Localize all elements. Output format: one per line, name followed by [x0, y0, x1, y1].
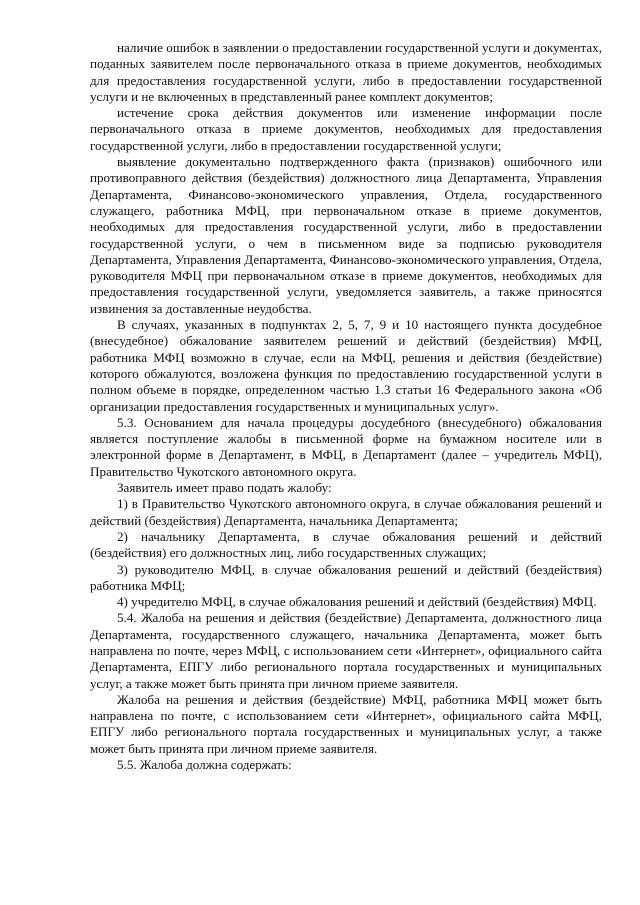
document-page	[90, 40, 602, 773]
paragraph-errors-in-application: наличие ошибок в заявлении о предоставлении государственной услуги и документах, поданных заявителем после первоначального отказа в приеме документов, необходимых для предоставления государственной услуги, либо в предоставлении государственной услуги и не включенных в представленный ранее комплект документов;	[90, 40, 602, 104]
list-item-3-mfc-head: 3) руководителю МФЦ, в случае обжалования решений и действий (бездействия) работника МФЦ;	[90, 561, 602, 593]
paragraph-5-3-grounds: 5.3. Основанием для начала процедуры досудебного (внесудебного) обжалования является поступление жалобы в письменной форме на бумажном носителе или в электронной форме в Департамент, в МФЦ, в Департамент (далее – учредитель МФЦ), Правительство Чукотского автономного округа.	[90, 414, 602, 479]
list-item-4-mfc-founder: 4) учредителю МФЦ, в случае обжалования решений и действий (бездействия) МФЦ.	[117, 594, 597, 610]
paragraph-document-expiry: истечение срока действия документов или изменение информации после первоначального отказа в приеме документов, необходимых для предоставления государственной услуги, либо в предоставлении государственной услуги;	[90, 105, 602, 153]
paragraph-mfc-complaint-submission: Жалоба на решения и действия (бездействие) МФЦ, работника МФЦ может быть направлена по почте, с использованием сети «Интернет», официального сайта МФЦ, ЕПГУ либо регионального портала государственных и муниципальных услуг, а также может быть принята при личном приеме заявителя.	[90, 691, 602, 756]
list-item-2-department-head: 2) начальнику Департамента, в случае обжалования решений и действий (бездействия) его должностных лиц, либо государственных служащих;	[90, 528, 602, 561]
paragraph-5-4-submission: 5.4. Жалоба на решения и действия (бездействие) Департамента, должностного лица Департамента, государственного служащего, начальника Департамента, может быть направлена по почте, через МФЦ, с использованием сети «Интернет», официального сайта Департамента, ЕПГУ либо регионального портала государственных и муниципальных услуг, а также может быть принята при личном приеме заявителя.	[90, 610, 602, 691]
paragraph-right-to-complain: Заявитель имеет право подать жалобу:	[117, 480, 332, 496]
list-item-1-government: 1) в Правительство Чукотского автономного округа, в случае обжалования решений и действий (бездействия) Департамента, начальника Департамента;	[90, 496, 602, 528]
paragraph-5-5-contents: 5.5. Жалоба должна содержать:	[117, 757, 292, 773]
paragraph-mfc-appeal-cases: В случаях, указанных в подпунктах 2, 5, 7, 9 и 10 настоящего пункта досудебное (внесудебное) обжалование заявителем решений и действий (бездействия) МФЦ, работника МФЦ возможно в случае, если на МФЦ, решения и действия (бездействие) которого обжалуются, возложена функция по предоставлению государственной услуги в полном объеме в порядке, определенном частью 1.3 статьи 16 Федерального закона «Об организации предоставления государственных и муниципальных услуг».	[90, 317, 602, 414]
paragraph-erroneous-action: выявление документально подтвержденного факта (признаков) ошибочного или противоправного действия (бездействия) должностного лица Департамента, Управления Департамента, Финансово-экономического управления, Отдела, государственного служащего, работника МФЦ, при первоначальном отказе в приеме документов, необходимых для предоставления государственной услуги, либо в предоставлении государственной услуги, о чем в письменном виде за подписью руководителя Департамента, Управления Департамента, Финансово-экономического управления, Отдела, руководителя МФЦ при первоначальном отказе в приеме документов, необходимых для предоставления государственной услуги, уведомляется заявитель, а также приносятся извинения за доставленные неудобства.	[90, 154, 603, 316]
